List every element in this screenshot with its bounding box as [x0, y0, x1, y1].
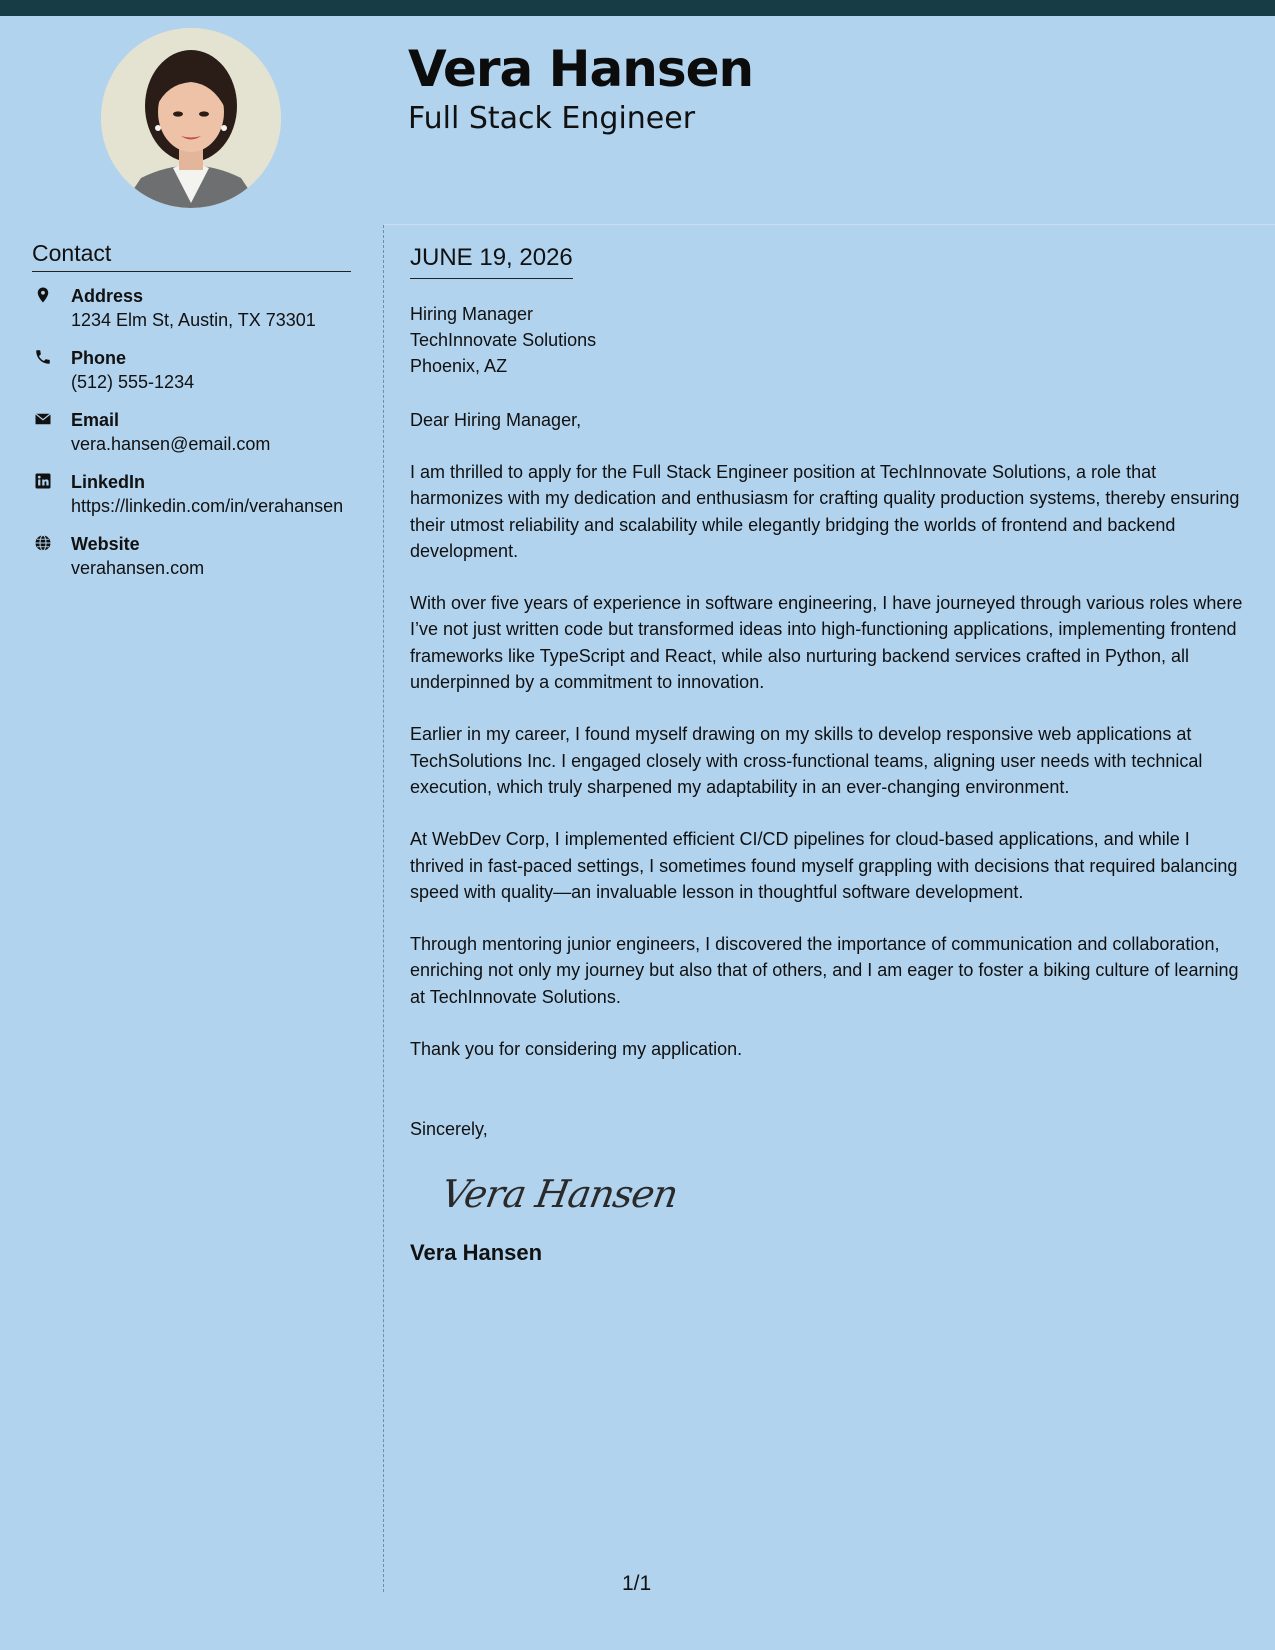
body-paragraph: At WebDev Corp, I implemented efficient CI/CD pipelines for cloud-based applications, and while I thrived in fast-paced settings, I sometimes found myself grappling with decisions that required balancing speed with quality—an invaluable lesson in thoughtful software development.	[410, 829, 1238, 902]
website-value[interactable]: verahansen.com	[71, 558, 205, 578]
contact-label: Address	[71, 286, 144, 306]
contact-heading: Contact	[32, 240, 351, 272]
email-value[interactable]: vera.hansen@email.com	[71, 434, 271, 454]
handwritten-signature: Vera Hansen	[438, 1172, 681, 1217]
linkedin-icon	[34, 472, 52, 490]
linkedin-value[interactable]: https://linkedin.com/in/verahansen	[71, 496, 344, 516]
contact-phone	[32, 346, 351, 394]
body-paragraph: I am thrilled to apply for the Full Stack Engineer position at TechInnovate Solutions, a role that harmonizes with my dedication and enthusiasm for crafting quality production systems, thereby ensuring their utmost reliability and scalability while elegantly bridging the worlds of frontend and backend development.	[410, 462, 1240, 561]
recipient-company: TechInnovate Solutions	[410, 330, 597, 350]
contact-label: LinkedIn	[71, 472, 146, 492]
contact-label: Email	[71, 410, 120, 430]
phone-value: (512) 555-1234	[71, 372, 195, 392]
contact-linkedin	[32, 470, 351, 518]
letter-body	[410, 244, 1245, 1266]
letter-date: JUNE 19, 2026	[410, 244, 573, 279]
contact-label: Website	[71, 534, 140, 554]
salutation: Dear Hiring Manager,	[410, 410, 582, 430]
globe-icon	[34, 534, 52, 552]
recipient-block	[410, 301, 1245, 379]
envelope-icon	[34, 410, 52, 428]
signer-name: Vera Hansen	[410, 1240, 543, 1266]
phone-icon	[34, 348, 52, 366]
map-pin-icon	[34, 286, 52, 304]
contact-sidebar	[32, 240, 351, 594]
column-divider	[383, 225, 384, 1592]
contact-address	[32, 284, 351, 332]
candidate-name: Vera Hansen	[408, 40, 754, 98]
header-divider	[384, 224, 1275, 225]
recipient-title: Hiring Manager	[410, 304, 534, 324]
contact-email	[32, 408, 351, 456]
recipient-location: Phoenix, AZ	[410, 356, 508, 376]
contact-label: Phone	[71, 348, 127, 368]
contact-website	[32, 532, 351, 580]
body-paragraph: Earlier in my career, I found myself drawing on my skills to develop responsive web applications at TechSolutions Inc. I engaged closely with cross-functional teams, aligning user needs with technical execution, which truly sharpened my adaptability in an ever-changing environment.	[410, 724, 1203, 797]
closing: Sincerely,	[410, 1119, 488, 1140]
thank-you-paragraph: Thank you for considering my application.	[410, 1039, 743, 1060]
address-value: 1234 Elm St, Austin, TX 73301	[71, 310, 316, 330]
job-title: Full Stack Engineer	[408, 101, 696, 136]
body-paragraph: Through mentoring junior engineers, I discovered the importance of communication and collaboration, enriching not only my journey but also that of others, and I am eager to foster a biking culture of learning at TechInnovate Solutions.	[410, 934, 1239, 1007]
page-number: 1/1	[622, 1572, 652, 1595]
profile-photo	[101, 28, 281, 208]
body-paragraph: With over five years of experience in software engineering, I have journeyed through various roles where I’ve not just written code but transformed ideas into high-functioning applications, implementing frontend frameworks like TypeScript and React, while also nurturing backend services crafted in Python, all underpinned by a commitment to innovation.	[410, 593, 1243, 693]
top-accent-bar	[0, 0, 1275, 16]
